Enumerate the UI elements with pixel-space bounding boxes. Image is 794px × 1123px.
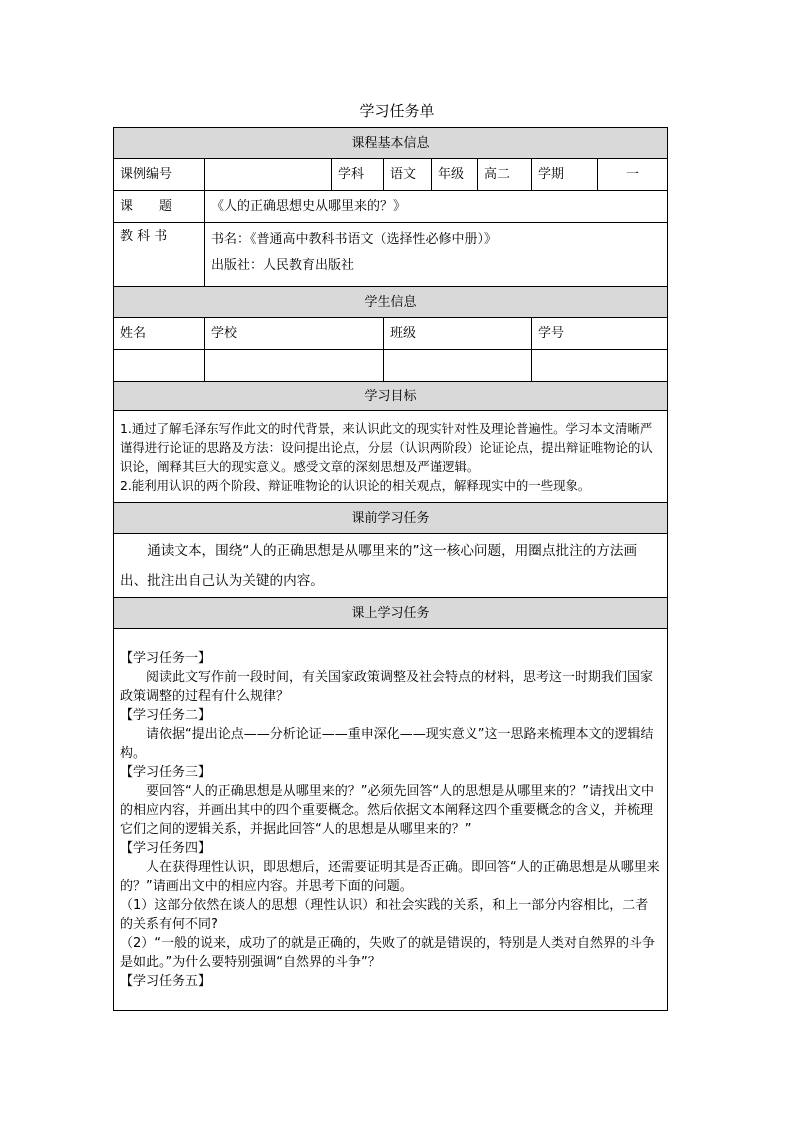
student-info-header: 学生信息 (114, 287, 668, 318)
student-id-label: 学号 (532, 318, 668, 350)
pre-class-header: 课前学习任务 (114, 503, 668, 534)
topic-value: 《人的正确思想史从哪里来的？》 (205, 191, 668, 223)
school-label: 学校 (205, 318, 384, 350)
course-info-header: 课程基本信息 (114, 128, 668, 159)
name-label: 姓名 (114, 318, 205, 350)
task-3-text: 要回答“人的正确思想是从哪里来的？”必须先回答“人的思想是从哪里来的？”请找出文中的相应内容，并画出其中的四个重要概念。然后依据文本阐释这四个重要概念的含义，并梳理它们之间的逻辑关系，并据此回答“人的思想是从哪里来的？” (120, 783, 654, 837)
task-2-heading: 【学习任务二】 (120, 707, 212, 723)
textbook-info (205, 223, 668, 287)
task-4-question-1: （1）这部分依然在谈人的思想（理性认识）和社会实践的关系，和上一部分内容相比，二者的关系有何不同? (120, 897, 649, 932)
in-class-header: 课上学习任务 (114, 598, 668, 629)
objective-item-2: 2.能利用认识的两个阶段、辩证唯物论的认识论的相关观点，解释现实中的一些现象。 (120, 477, 591, 493)
page-title: 学习任务单 (359, 102, 435, 120)
objectives-header: 学习目标 (114, 382, 668, 411)
course-number-label: 课例编号 (114, 159, 205, 191)
objectives-content (114, 411, 668, 503)
textbook-label: 教 科 书 (114, 223, 205, 287)
subject-value: 语文 (384, 159, 432, 191)
course-number-value (205, 159, 332, 191)
subject-label: 学科 (332, 159, 384, 191)
task-3-heading: 【学习任务三】 (120, 764, 212, 780)
grade-label: 年级 (432, 159, 478, 191)
topic-label: 课 题 (114, 191, 205, 223)
task-sheet-table (113, 127, 668, 1011)
task-1-heading: 【学习任务一】 (120, 650, 212, 666)
grade-value: 高二 (478, 159, 532, 191)
pre-class-text: 通读文本，围绕“人的正确思想是从哪里来的”这一核心问题，用圈点批注的方法画出、批注出自己认为关键的内容。 (114, 534, 668, 598)
name-field[interactable] (114, 350, 205, 382)
task-2-text: 请依据“提出论点——分析论证——重申深化——现实意义”这一思路来梳理本文的逻辑结构。 (120, 726, 654, 761)
textbook-name: 书名：《普通高中教科书语文（选择性必修中册）》 (211, 232, 498, 247)
task-4-text: 人在获得理性认识，即思想后，还需要证明其是否正确。即回答“人的正确思想是从哪里来的？”请画出文中的相应内容。并思考下面的问题。 (120, 859, 660, 894)
task-5-heading: 【学习任务五】 (120, 973, 212, 989)
student-id-field[interactable] (532, 350, 668, 382)
task-1-text: 阅读此文写作前一段时间，有关国家政策调整及社会特点的材料，思考这一时期我们国家政策调整的过程有什么规律？ (120, 669, 654, 704)
objective-item-1: 1.通过了解毛泽东写作此文的时代背景，来认识此文的现实针对性及理论普遍性。学习本文清晰严谨得进行论证的思路及方法：设问提出论点，分层（认识两阶段）论证论点，提出辩证唯物论的认识论，阐释其巨大的现实意义。感受文章的深刻思想及严谨逻辑。 (120, 420, 653, 474)
task-4-heading: 【学习任务四】 (120, 840, 212, 856)
class-field[interactable] (384, 350, 532, 382)
semester-label: 学期 (532, 159, 598, 191)
semester-value: 一 (598, 159, 668, 191)
school-field[interactable] (205, 350, 384, 382)
task-4-question-2: （2）“一般的说来，成功了的就是正确的，失败了的就是错误的，特别是人类对自然界的斗争是如此。”为什么要特别强调“自然界的斗争”？ (120, 935, 656, 970)
class-label: 班级 (384, 318, 532, 350)
in-class-tasks (114, 629, 668, 1011)
textbook-publisher: 出版社：人民教育出版社 (211, 258, 355, 273)
